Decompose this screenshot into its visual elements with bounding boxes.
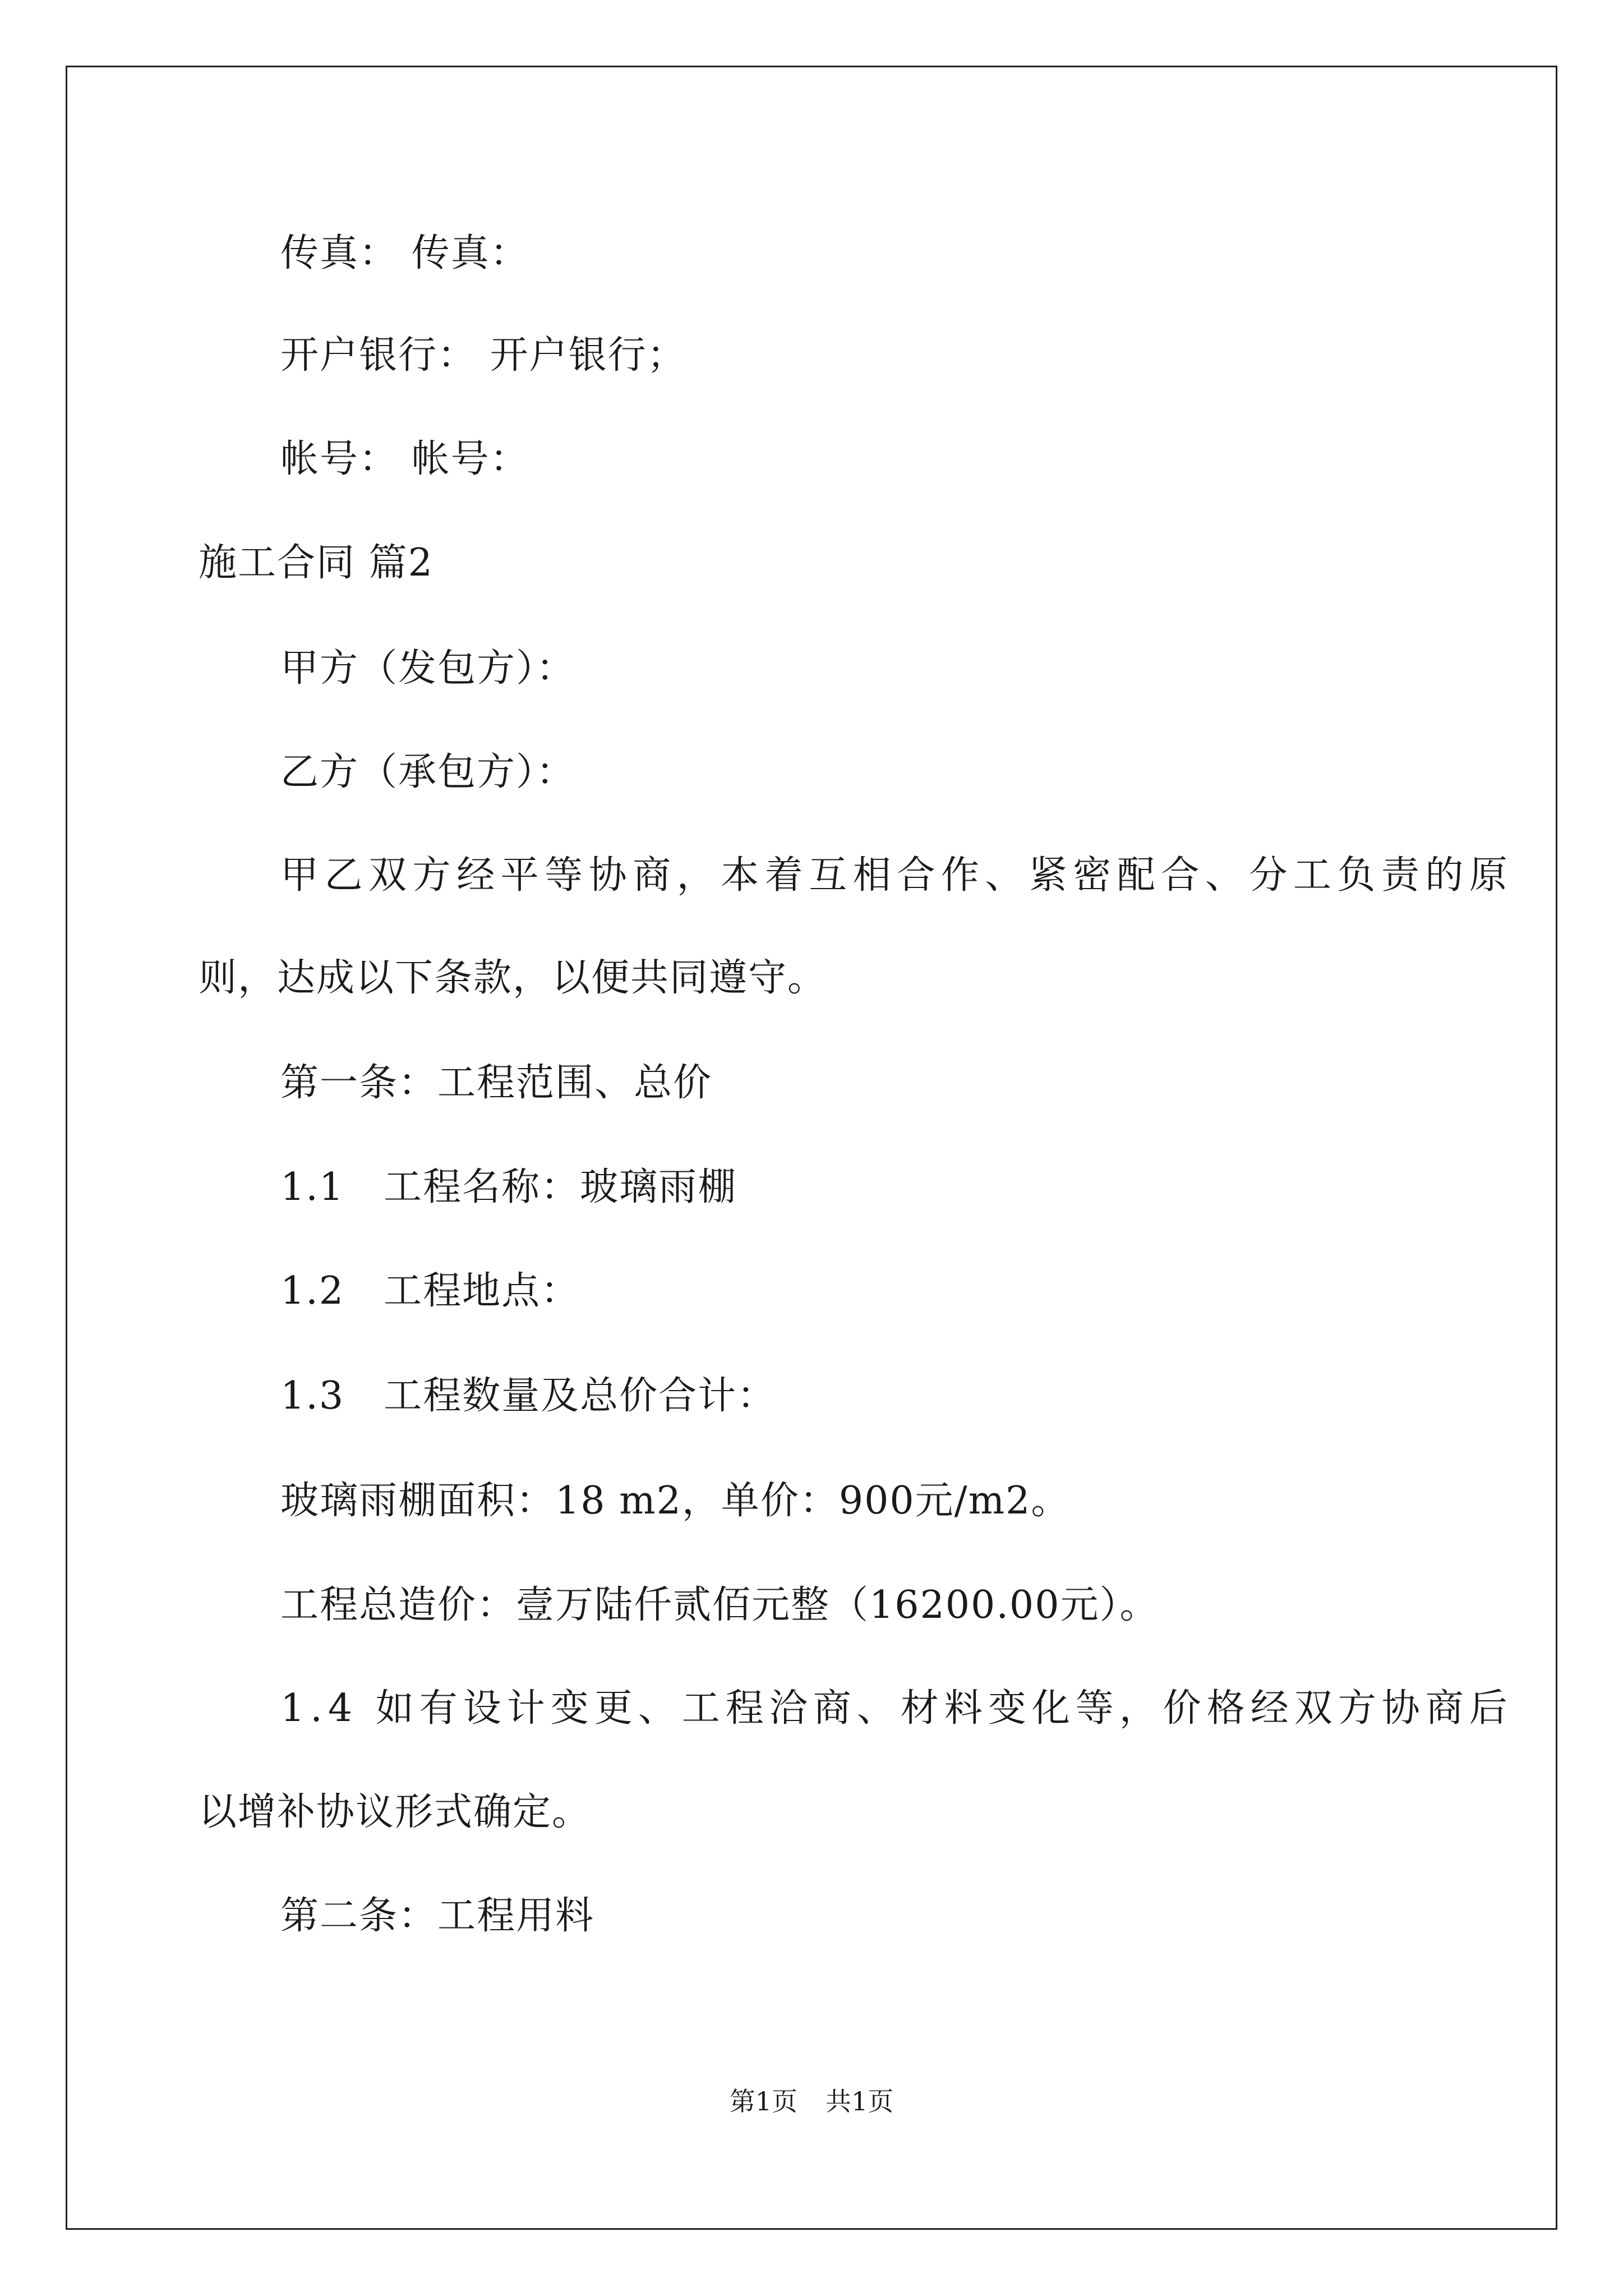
preamble-line-1 <box>280 853 1509 898</box>
justified-char: 变 <box>988 1686 1027 1731</box>
clause-1-4-line-1 <box>280 1686 1509 1731</box>
justified-char: 、 <box>985 853 1025 898</box>
justified-char: 价 <box>1163 1686 1202 1731</box>
article-1-heading: 第一条：工程范围、总价 <box>280 1061 713 1105</box>
justified-char: 方 <box>1338 1686 1377 1731</box>
justified-char: 紧 <box>1029 853 1068 898</box>
justified-char: 格 <box>1206 1686 1246 1731</box>
justified-char: 经 <box>457 853 496 898</box>
justified-char: 更 <box>594 1686 634 1731</box>
justified-char: 双 <box>368 853 408 898</box>
justified-char: 经 <box>1250 1686 1290 1731</box>
area-price-line: 玻璃雨棚面积：18 m2，单价：900元/m2。 <box>280 1479 1071 1523</box>
party-b-line: 乙方（承包方）： <box>280 750 576 794</box>
justified-char: 合 <box>897 853 937 898</box>
justified-char: 工 <box>681 1686 721 1731</box>
justified-char: 1 <box>280 1686 306 1731</box>
page-footer <box>0 2088 1623 2114</box>
justified-char: 商 <box>1425 1686 1465 1731</box>
justified-char: 协 <box>1381 1686 1421 1731</box>
justified-char: 分 <box>1249 853 1289 898</box>
justified-char: 乙 <box>324 853 364 898</box>
justified-char: ， <box>676 853 716 898</box>
justified-char: ， <box>1119 1686 1159 1731</box>
justified-char: 本 <box>721 853 760 898</box>
justified-char: 工 <box>1293 853 1332 898</box>
justified-char: 材 <box>900 1686 940 1731</box>
justified-char: 配 <box>1117 853 1156 898</box>
justified-char: 计 <box>506 1686 546 1731</box>
total-cost-line: 工程总造价：壹万陆仟贰佰元整（16200.00元）。 <box>280 1583 1159 1627</box>
justified-char: 洽 <box>769 1686 809 1731</box>
party-a-line: 甲方（发包方）： <box>280 646 576 691</box>
preamble-line-2: 则，达成以下条款，以便共同遵守。 <box>199 956 827 1000</box>
justified-char: 有 <box>419 1686 459 1731</box>
justified-char: 甲 <box>280 853 320 898</box>
justified-char: 料 <box>944 1686 984 1731</box>
justified-char: 如 <box>375 1686 415 1731</box>
justified-char: 着 <box>764 853 804 898</box>
clause-1-3: 1.3 工程数量及总价合计： <box>280 1374 777 1418</box>
justified-char: 的 <box>1425 853 1465 898</box>
justified-char: 密 <box>1073 853 1113 898</box>
justified-char: 、 <box>638 1686 677 1731</box>
page-total: 共1页 <box>826 2086 894 2116</box>
justified-char: 商 <box>633 853 672 898</box>
justified-char: 责 <box>1381 853 1421 898</box>
justified-char: 设 <box>463 1686 502 1731</box>
justified-char: 原 <box>1469 853 1509 898</box>
justified-char: 等 <box>1075 1686 1115 1731</box>
justified-char: 相 <box>852 853 892 898</box>
clause-1-2: 1.2 工程地点： <box>280 1269 580 1313</box>
justified-char: 等 <box>545 853 584 898</box>
page-number: 第1页 <box>729 2086 797 2116</box>
section-heading: 施工合同 篇2 <box>199 541 434 585</box>
clause-1-1: 1.1 工程名称：玻璃雨棚 <box>280 1165 737 1209</box>
justified-char: 负 <box>1337 853 1377 898</box>
clause-1-4-line-2: 以增补协议形式确定。 <box>199 1790 592 1834</box>
justified-char: 变 <box>550 1686 590 1731</box>
justified-char: 后 <box>1469 1686 1509 1731</box>
justified-char: 平 <box>500 853 540 898</box>
justified-char <box>358 1690 371 1728</box>
article-2-heading: 第二条：工程用料 <box>280 1894 595 1938</box>
fax-line: 传真： 传真： <box>280 231 529 275</box>
justified-char: 双 <box>1294 1686 1334 1731</box>
justified-char: 方 <box>412 853 452 898</box>
justified-char: 化 <box>1031 1686 1071 1731</box>
justified-char: 合 <box>1161 853 1201 898</box>
bank-line: 开户银行： 开户银行； <box>280 333 686 378</box>
justified-char: 、 <box>856 1686 896 1731</box>
justified-char: 互 <box>809 853 849 898</box>
justified-char: 作 <box>940 853 980 898</box>
account-line: 帐号： 帐号： <box>280 437 529 481</box>
justified-char: . <box>310 1686 324 1731</box>
justified-char: 、 <box>1205 853 1244 898</box>
justified-char: 程 <box>725 1686 765 1731</box>
justified-char: 协 <box>588 853 628 898</box>
justified-char: 4 <box>328 1686 354 1731</box>
justified-char: 商 <box>813 1686 852 1731</box>
